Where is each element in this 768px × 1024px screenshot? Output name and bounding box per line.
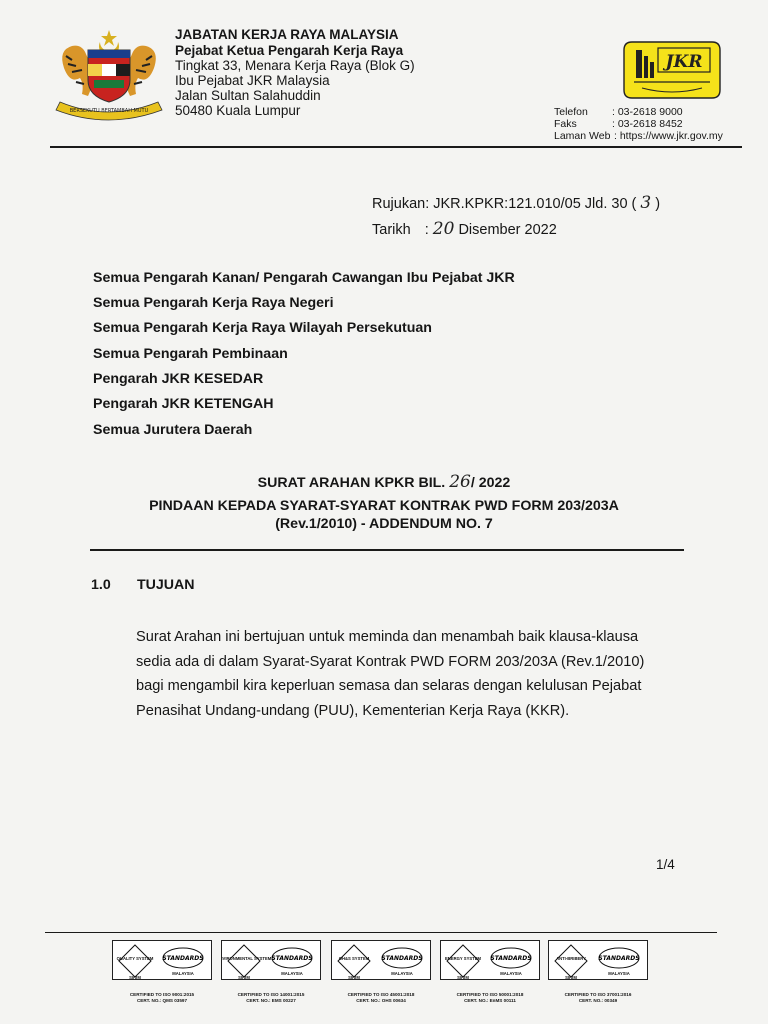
directive-year: / 2022 bbox=[470, 475, 511, 491]
svg-text:MALAYSIA: MALAYSIA bbox=[608, 971, 630, 976]
recipient: Pengarah JKR KETENGAH bbox=[93, 396, 274, 412]
website-value[interactable]: : https://www.jkr.gov.my bbox=[614, 130, 723, 142]
svg-text:SIRIM: SIRIM bbox=[565, 975, 577, 980]
svg-text:MALAYSIA: MALAYSIA bbox=[172, 971, 194, 976]
body-line: Penasihat Undang-undang (PUU), Kementerian Kerja Raya (KKR). bbox=[136, 702, 570, 719]
org-name: JABATAN KERJA RAYA MALAYSIA bbox=[175, 27, 399, 42]
cert-number: CERT. NO.: EMS 00227 bbox=[246, 998, 296, 1003]
subject-line: PINDAAN KEPADA SYARAT-SYARAT KONTRAK PWD FORM 203/203A bbox=[149, 498, 619, 514]
office-name: Pejabat Ketua Pengarah Kerja Raya bbox=[175, 43, 404, 58]
recipient: Semua Pengarah Kerja Raya Negeri bbox=[93, 295, 334, 311]
svg-text:STANDARDS: STANDARDS bbox=[271, 955, 313, 962]
body-line: sedia ada di dalam Syarat-Syarat Kontrak PWD FORM 203/203A (Rev.1/2010) bbox=[136, 653, 645, 670]
svg-text:SIRIM: SIRIM bbox=[457, 975, 469, 980]
cert-environmental bbox=[221, 940, 321, 1003]
phone-label: Telefon bbox=[554, 106, 588, 118]
footer-divider bbox=[45, 932, 717, 933]
svg-text:ENERGY SYSTEM: ENERGY SYSTEM bbox=[445, 956, 481, 961]
cert-number: CERT. NO.: OHS 00634 bbox=[356, 998, 406, 1003]
cert-badge-box bbox=[112, 940, 212, 980]
cert-ohs bbox=[331, 940, 431, 1003]
cert-energy bbox=[440, 940, 540, 1003]
reference-line bbox=[372, 193, 660, 213]
fax-value: : 03-2618 8452 bbox=[612, 118, 683, 130]
svg-text:OH&S SYSTEM: OH&S SYSTEM bbox=[338, 956, 370, 961]
svg-text:SIRIM: SIRIM bbox=[348, 975, 360, 980]
body-line: Surat Arahan ini bertujuan untuk meminda dan menambah baik klausa-klausa bbox=[136, 629, 639, 645]
cert-quality bbox=[112, 940, 212, 1003]
svg-text:STANDARDS: STANDARDS bbox=[598, 955, 640, 962]
recipient: Semua Pengarah Kanan/ Pengarah Cawangan Ibu Pejabat JKR bbox=[93, 270, 515, 286]
cert-badge-box bbox=[331, 940, 431, 980]
svg-text:STANDARDS: STANDARDS bbox=[490, 955, 532, 962]
date-value: Disember 2022 bbox=[458, 222, 557, 238]
svg-text:SIRIM: SIRIM bbox=[238, 975, 250, 980]
recipient: Semua Jurutera Daerah bbox=[93, 422, 253, 438]
cert-number: CERT. NO.: EnMS 00111 bbox=[464, 998, 516, 1003]
svg-text:STANDARDS: STANDARDS bbox=[381, 955, 423, 962]
recipient: Semua Pengarah Pembinaan bbox=[93, 346, 288, 362]
directive-prefix: SURAT ARAHAN KPKR BIL. bbox=[257, 475, 446, 491]
cert-label: CERTIFIED TO ISO 14001:2015 bbox=[237, 992, 305, 997]
reference-close: ) bbox=[655, 196, 661, 212]
jkr-logo bbox=[622, 38, 722, 102]
cert-badge-box bbox=[221, 940, 321, 980]
svg-text:MALAYSIA: MALAYSIA bbox=[391, 971, 413, 976]
website-label: Laman Web bbox=[554, 130, 611, 142]
date-colon: : bbox=[424, 222, 429, 238]
phone-value: : 03-2618 9000 bbox=[612, 106, 683, 118]
svg-text:QUALITY SYSTEM: QUALITY SYSTEM bbox=[116, 956, 154, 961]
section-heading: TUJUAN bbox=[137, 577, 195, 593]
svg-text:ENVIRONMENTAL SYSTEM: ENVIRONMENTAL SYSTEM bbox=[222, 956, 272, 961]
handwritten-reference-number: 3 bbox=[640, 193, 652, 213]
cert-number: CERT. NO.: QMS 03597 bbox=[136, 998, 188, 1003]
svg-text:MALAYSIA: MALAYSIA bbox=[281, 971, 303, 976]
cert-label: CERTIFIED TO ISO 9001:2015 bbox=[129, 992, 195, 997]
address-line: Ibu Pejabat JKR Malaysia bbox=[175, 73, 330, 88]
ohs-system-badge-icon bbox=[332, 941, 432, 981]
cert-label: CERTIFIED TO ISO 37001:2016 bbox=[564, 992, 632, 997]
svg-text:STANDARDS: STANDARDS bbox=[162, 955, 204, 962]
energy-system-badge-icon bbox=[441, 941, 541, 981]
recipient: Semua Pengarah Kerja Raya Wilayah Persekutuan bbox=[93, 320, 432, 336]
cert-badge-box bbox=[440, 940, 540, 980]
address-line: Jalan Sultan Salahuddin bbox=[175, 88, 321, 103]
malaysia-coat-of-arms-logo bbox=[50, 28, 168, 122]
cert-label: CERTIFIED TO ISO 45001:2018 bbox=[347, 992, 415, 997]
date-line bbox=[372, 219, 557, 239]
svg-text:ANTI-BRIBERY: ANTI-BRIBERY bbox=[556, 956, 586, 961]
cert-anti-bribery bbox=[548, 940, 648, 1003]
handwritten-directive-number: 26 bbox=[449, 472, 471, 492]
page-number: 1/4 bbox=[656, 857, 675, 872]
section-body bbox=[136, 625, 696, 723]
reference-number: JKR.KPKR:121.010/05 Jld. 30 ( bbox=[433, 196, 637, 212]
handwritten-day: 20 bbox=[432, 219, 455, 239]
environmental-system-badge-icon bbox=[222, 941, 322, 981]
fax-label: Faks bbox=[554, 118, 577, 130]
svg-text:SIRIM: SIRIM bbox=[129, 975, 141, 980]
directive-title bbox=[0, 472, 768, 492]
body-line: bagi mengambil kira keperluan semasa dan selaras dengan kelulusan Pejabat bbox=[136, 678, 642, 694]
cert-number: CERT. NO.: 00349 bbox=[578, 998, 618, 1003]
header-divider bbox=[50, 146, 742, 148]
anti-bribery-badge-icon bbox=[549, 941, 649, 981]
section-number: 1.0 bbox=[91, 577, 111, 593]
title-divider bbox=[90, 549, 684, 551]
svg-text:BERSEKUTU BERTAMBAH MUTU: BERSEKUTU BERTAMBAH MUTU bbox=[69, 108, 149, 114]
recipient: Pengarah JKR KESEDAR bbox=[93, 371, 264, 387]
cert-badge-box bbox=[548, 940, 648, 980]
svg-text:MALAYSIA: MALAYSIA bbox=[500, 971, 522, 976]
reference-label: Rujukan: bbox=[372, 196, 430, 212]
date-label: Tarikh bbox=[372, 222, 411, 238]
subject-line: (Rev.1/2010) - ADDENDUM NO. 7 bbox=[275, 516, 493, 532]
quality-system-badge-icon bbox=[113, 941, 213, 981]
cert-label: CERTIFIED TO ISO 50001:2018 bbox=[456, 992, 524, 997]
address-line: Tingkat 33, Menara Kerja Raya (Blok G) bbox=[175, 58, 415, 73]
address-line: 50480 Kuala Lumpur bbox=[175, 103, 301, 118]
svg-text:JKR: JKR bbox=[665, 52, 703, 72]
